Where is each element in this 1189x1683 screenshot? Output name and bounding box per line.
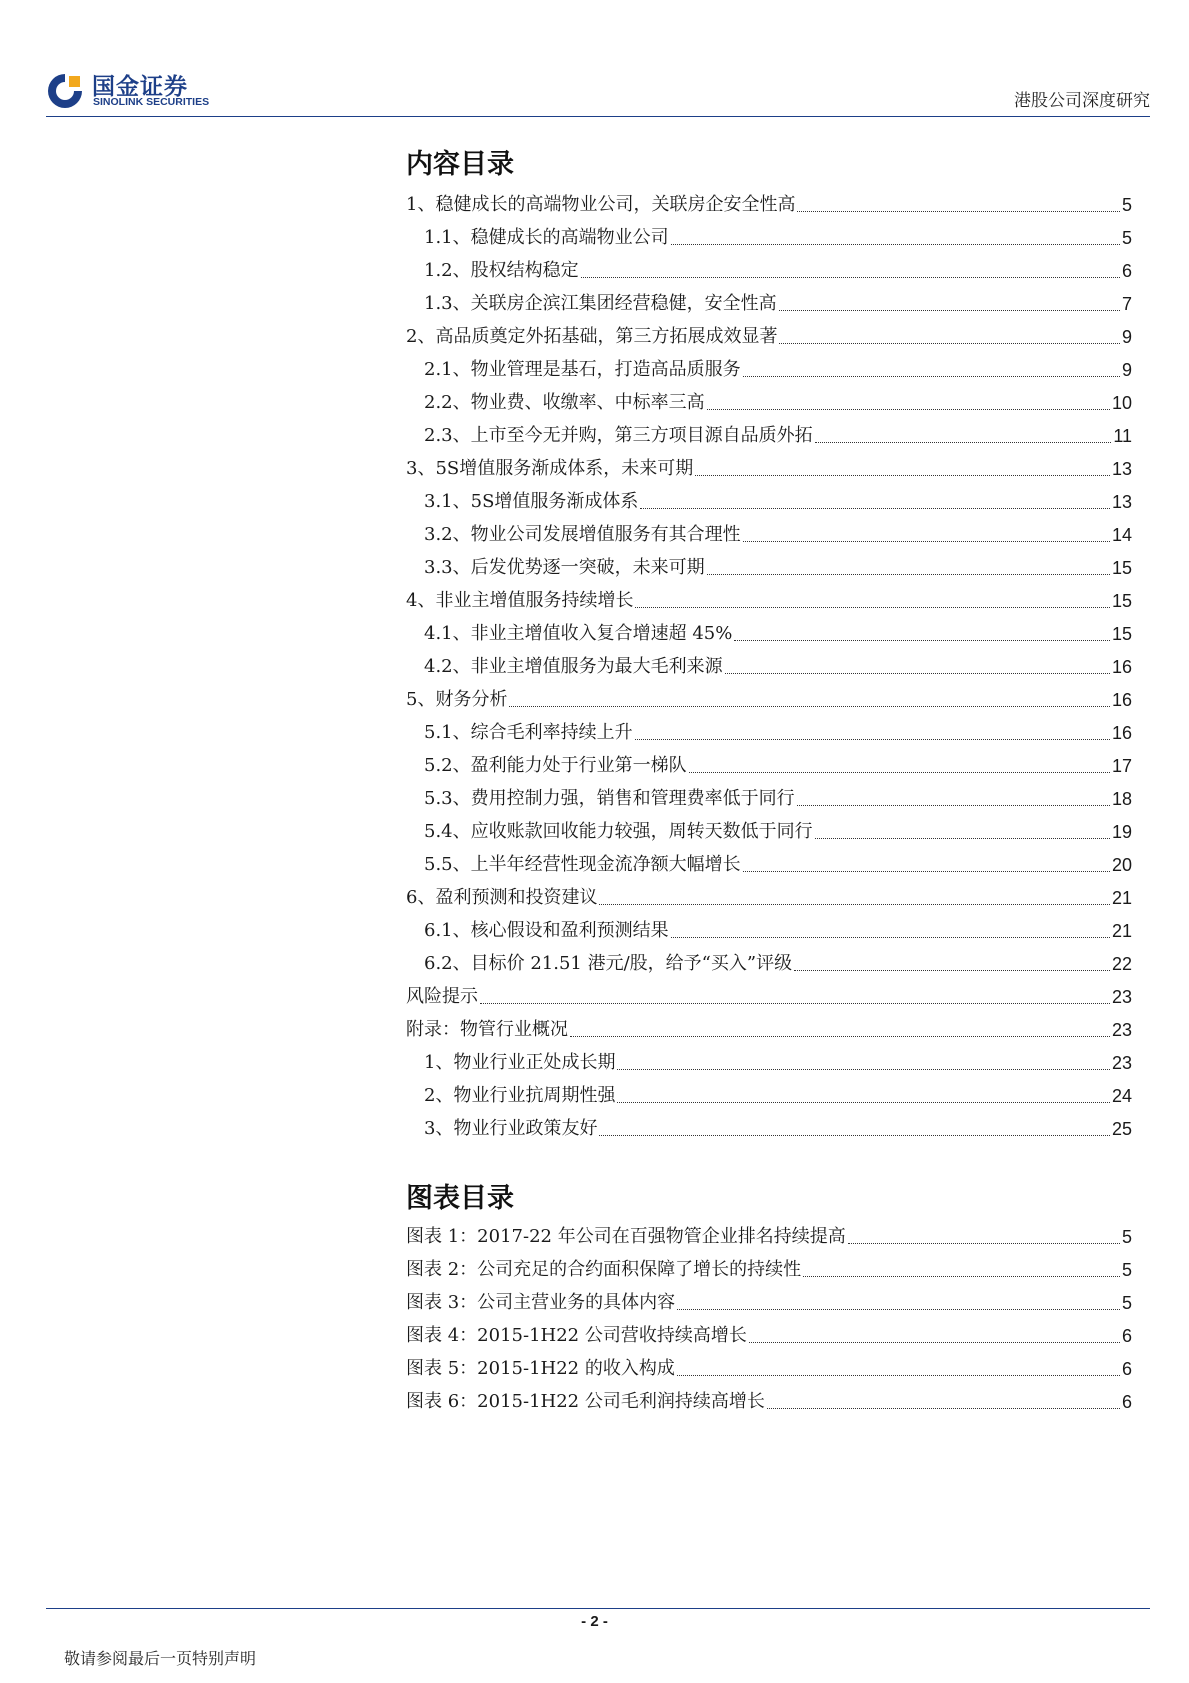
footer-divider [46,1608,1150,1609]
toc-entry[interactable] [406,322,1132,350]
toc-entry-page: 16 [1111,657,1132,677]
dot-leader [689,772,1110,773]
dot-leader [617,1069,1110,1070]
toc-entry-label: 4.2、非业主增值服务为最大毛利来源 [424,656,723,677]
toc-entry[interactable] [424,256,1132,284]
toc-entry-label: 1、稳健成长的高端物业公司，关联房企安全性高 [406,194,796,215]
dot-leader [767,1408,1120,1409]
dot-leader [570,1036,1110,1037]
dot-leader [599,904,1110,905]
toc-entry-label: 5.3、费用控制力强，销售和管理费率低于同行 [424,788,795,809]
toc-entry[interactable] [424,421,1132,449]
toc-entry[interactable] [424,553,1132,581]
toc-entry-page: 16 [1111,723,1132,743]
dot-leader [794,970,1110,971]
figure-entry-page: 5 [1121,1260,1132,1280]
dot-leader [671,937,1110,938]
logo-english-name: SINOLINK SECURITIES [93,96,210,108]
toc-entry-page: 22 [1111,954,1132,974]
toc-entry-label: 3、5S增值服务渐成体系，未来可期 [406,458,694,479]
toc-entry[interactable] [406,883,1132,911]
toc-title: 内容目录 [406,149,514,180]
figure-entry[interactable] [406,1387,1132,1415]
toc-entry-page: 14 [1111,525,1132,545]
toc-entry[interactable] [424,487,1132,515]
toc-entry-page: 13 [1111,492,1132,512]
toc-entry-page: 15 [1111,591,1132,611]
toc-entry[interactable] [424,652,1132,680]
dot-leader [779,343,1120,344]
toc-entry[interactable] [406,586,1132,614]
toc-entry-label: 3、物业行业政策友好 [424,1118,598,1139]
toc-entry-page: 5 [1121,195,1132,215]
dot-leader [677,1309,1120,1310]
toc-entry-label: 2.2、物业费、收缴率、中标率三高 [424,392,705,413]
toc-entry-page: 21 [1111,921,1132,941]
figure-entry[interactable] [406,1222,1132,1250]
dot-leader [677,1375,1120,1376]
toc-entry-label: 6.1、核心假设和盈利预测结果 [424,920,669,941]
toc-entry-label: 1.3、关联房企滨江集团经营稳健，安全性高 [424,293,777,314]
toc-entry-page: 21 [1111,888,1132,908]
dot-leader [749,1342,1120,1343]
toc-entry-label: 1、物业行业正处成长期 [424,1052,616,1073]
figure-entry[interactable] [406,1255,1132,1283]
figures-title: 图表目录 [406,1183,514,1214]
toc-entry-page: 19 [1111,822,1132,842]
toc-entry[interactable] [424,619,1132,647]
dot-leader [617,1102,1110,1103]
dot-leader [734,640,1110,641]
toc-entry[interactable] [406,982,1132,1010]
toc-entry[interactable] [424,916,1132,944]
toc-entry-label: 1.2、股权结构稳定 [424,260,579,281]
toc-entry-label: 3.1、5S增值服务渐成体系 [424,491,639,512]
dot-leader [509,706,1110,707]
toc-entry-label: 2、高品质奠定外拓基础，第三方拓展成效显著 [406,326,778,347]
toc-entry[interactable] [424,718,1132,746]
toc-entry-page: 18 [1111,789,1132,809]
toc-entry-label: 5、财务分析 [406,689,508,710]
toc-entry-label: 4、非业主增值服务持续增长 [406,590,634,611]
dot-leader [695,475,1110,476]
toc-entry-page: 5 [1121,228,1132,248]
toc-entry[interactable] [406,454,1132,482]
figure-entry[interactable] [406,1321,1132,1349]
dot-leader [480,1003,1110,1004]
figure-entry-page: 6 [1121,1392,1132,1412]
dot-leader [848,1243,1120,1244]
dot-leader [640,508,1110,509]
dot-leader [635,607,1110,608]
toc-entry-page: 23 [1111,1053,1132,1073]
toc-entry[interactable] [424,355,1132,383]
toc-entry-page: 17 [1111,756,1132,776]
page-number: - 2 - [581,1613,608,1630]
dot-leader [797,805,1110,806]
figure-entry-label: 图表 3：公司主营业务的具体内容 [406,1292,676,1313]
dot-leader [815,838,1110,839]
toc-entry-label: 2.1、物业管理是基石，打造高品质服务 [424,359,741,380]
toc-entry-page: 9 [1121,327,1132,347]
toc-entry-label: 1.1、稳健成长的高端物业公司 [424,227,669,248]
toc-entry-label: 附录：物管行业概况 [406,1019,568,1040]
toc-entry[interactable] [424,751,1132,779]
dot-leader [671,244,1120,245]
toc-entry[interactable] [424,949,1132,977]
figure-entry-label: 图表 5：2015-1H22 的收入构成 [406,1358,675,1379]
page-header [46,66,1150,114]
toc-entry-label: 6.2、目标价 21.51 港元/股，给予“买入”评级 [424,953,793,974]
toc-entry[interactable] [424,1048,1132,1076]
toc-entry-label: 5.4、应收账款回收能力较强，周转天数低于同行 [424,821,813,842]
toc-entry-page: 6 [1121,261,1132,281]
figure-entry-page: 6 [1121,1326,1132,1346]
toc-entry-page: 10 [1111,393,1132,413]
sinolink-logo-icon [46,70,86,110]
dot-leader [815,442,1112,443]
toc-entry[interactable] [424,817,1132,845]
dot-leader [635,739,1110,740]
toc-entry[interactable] [424,1114,1132,1142]
report-type-label: 港股公司深度研究 [1014,91,1150,111]
toc-entry-label: 风险提示 [406,986,478,1007]
toc-entry-page: 20 [1111,855,1132,875]
toc-entry-label: 5.1、综合毛利率持续上升 [424,722,633,743]
toc-entry[interactable] [424,1081,1132,1109]
header-divider [46,116,1150,117]
toc-entry-label: 2.3、上市至今无并购，第三方项目源自品质外拓 [424,425,813,446]
toc-entry-page: 16 [1111,690,1132,710]
dot-leader [599,1135,1110,1136]
figure-entry-label: 图表 6：2015-1H22 公司毛利润持续高增长 [406,1391,765,1412]
toc-entry[interactable] [424,388,1132,416]
figure-entry-page: 6 [1121,1359,1132,1379]
figure-entry-label: 图表 2：公司充足的合约面积保障了增长的持续性 [406,1259,802,1280]
dot-leader [743,541,1110,542]
toc-entry-page: 23 [1111,1020,1132,1040]
toc-entry-page: 23 [1111,987,1132,1007]
toc-entry-label: 3.3、后发优势逐一突破，未来可期 [424,557,705,578]
toc-entry-page: 25 [1111,1119,1132,1139]
dot-leader [803,1276,1120,1277]
toc-entry[interactable] [406,1015,1132,1043]
toc-entry[interactable] [406,685,1132,713]
dot-leader [743,871,1110,872]
toc-entry[interactable] [424,223,1132,251]
toc-entry-page: 9 [1121,360,1132,380]
figure-entry[interactable] [406,1288,1132,1316]
dot-leader [779,310,1120,311]
logo-chinese-name: 国金证券 [92,73,188,99]
figure-entry-label: 图表 4：2015-1H22 公司营收持续高增长 [406,1325,747,1346]
figure-entry-page: 5 [1121,1293,1132,1313]
toc-entry[interactable] [424,520,1132,548]
figure-entry[interactable] [406,1354,1132,1382]
dot-leader [725,673,1110,674]
toc-entry[interactable] [424,784,1132,812]
toc-entry-page: 13 [1111,459,1132,479]
figure-entry-label: 图表 1：2017-22 年公司在百强物管企业排名持续提高 [406,1226,846,1247]
dot-leader [707,409,1110,410]
toc-entry[interactable] [424,289,1132,317]
dot-leader [743,376,1120,377]
toc-entry[interactable] [424,850,1132,878]
toc-entry-page: 7 [1121,294,1132,314]
toc-entry-page: 15 [1111,558,1132,578]
toc-entry-label: 6、盈利预测和投资建议 [406,887,598,908]
dot-leader [797,211,1120,212]
toc-entry[interactable] [406,190,1132,218]
toc-entry-label: 4.1、非业主增值收入复合增速超 45% [424,623,733,644]
dot-leader [581,277,1120,278]
company-logo [46,66,246,112]
toc-entry-label: 5.2、盈利能力处于行业第一梯队 [424,755,687,776]
toc-entry-page: 24 [1111,1086,1132,1106]
toc-entry-label: 5.5、上半年经营性现金流净额大幅增长 [424,854,741,875]
figure-entry-page: 5 [1121,1227,1132,1247]
toc-entry-label: 3.2、物业公司发展增值服务有其合理性 [424,524,741,545]
footer-disclaimer: 敬请参阅最后一页特别声明 [64,1649,257,1668]
toc-entry-page: 15 [1111,624,1132,644]
toc-entry-page: 11 [1113,426,1132,446]
dot-leader [707,574,1110,575]
toc-entry-label: 2、物业行业抗周期性强 [424,1085,616,1106]
